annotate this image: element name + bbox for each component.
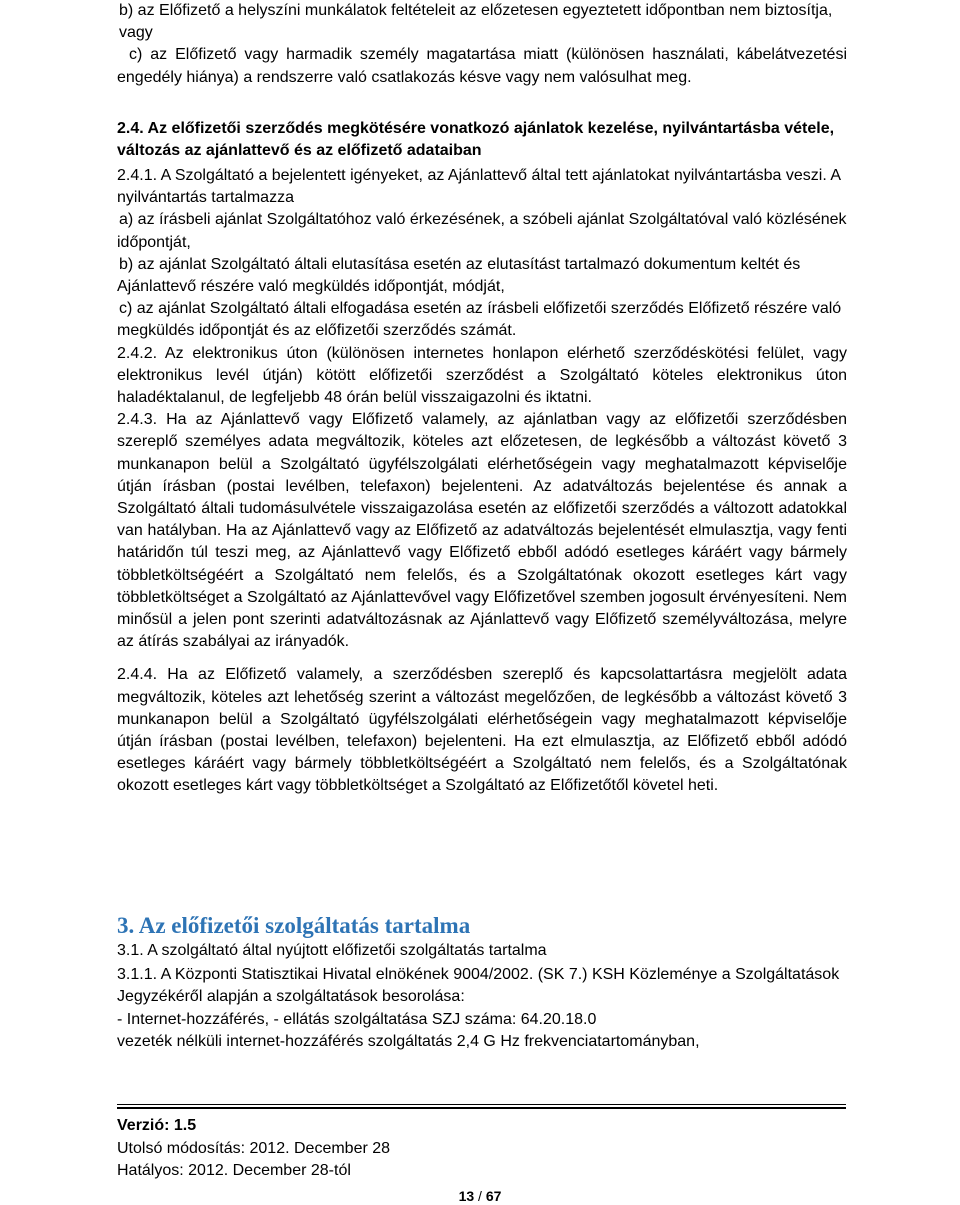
paragraph-3-1-1: 3.1.1. A Központi Statisztikai Hivatal elnökének 9004/2002. (SK 7.) KSH Közleménye a Szolgáltatások Jegyzékéről alapján a szolgáltatások besorolása: [117,966,840,1006]
paragraph-2-4-1-b: b) az ajánlat Szolgáltató általi elutasítása esetén az elutasítást tartalmazó dokumentum keltét és Ajánlattevő részére való megküldés időpontját, módját, [117,255,801,296]
footer-effective: Hatályos: 2012. December 28-tól [117,1162,351,1179]
footer-divider-thick [117,1107,846,1109]
item-c: c) az Előfizető vagy harmadik személy magatartása miatt (különösen használati, kábelátvezetési engedély hiánya) a rendszerre való csatlakozás késve vagy nem valósulhat meg. [117,46,847,86]
paragraph-2-4-3: 2.4.3. Ha az Ajánlattevő vagy Előfizető valamely, az ajánlatban vagy az előfizetői szerződésben szereplő személyes adata megváltozik, köteles azt előzetesen, de legkésőbb a változást követő 3 munkanapon belül a Szolgáltató ügyfélszolgálati elérhetőségein vagy meghatalmazott képviselője útján írásban (postai levélben, telefaxon) bejelenteni. Az adatváltozás bejelentése és annak a Szolgáltató általi tudomásulvétele visszaigazolása esetén az előfizetői szerződés a változott adatokkal van hatályban. Ha az Ajánlattevő vagy az Előfizető az adatváltozás bejelentését elmulasztja, vagy fenti határidőn túl teszi meg, az Ajánlattevő vagy Előfizető ebből adódó esetleges káráért vagy bármely többletköltségéért a Szolgáltató nem felelős, és a Szolgáltatónak okozott esetleges kárt vagy többletköltséget a Szolgáltató az Ajánlattevővel vagy Előfizetővel szemben jogosult érvényesíteni. Nem minősül a jelen pont szerinti adatváltozásnak az Ajánlattevő vagy Előfizető személyváltozása, melyre az átírás szabályai az irányadók. [117,411,847,651]
paragraph-2-4-2: 2.4.2. Az elektronikus úton (különösen internetes honlapon elérhető szerződéskötési felület, vagy elektronikus levél útján) kötött előfizetői szerződést a Szolgáltató köteles elektronikus úton haladéktalanul, de legfeljebb 48 órán belül visszaigazolni és iktatni. [117,344,847,407]
paragraph-3-1: 3.1. A szolgáltató által nyújtott előfizetői szolgáltatás tartalma [117,942,547,959]
page-number [0,1187,960,1205]
page-total: 67 [485,1188,502,1204]
paragraph-2-4-1-a: a) az írásbeli ajánlat Szolgáltatóhoz való érkezésének, a szóbeli ajánlat Szolgáltatóval való közlésének időpontját, [117,211,847,251]
paragraph-3-1-1-service: - Internet-hozzáférés, - ellátás szolgáltatása SZJ száma: 64.20.18.0 [117,1010,597,1028]
footer-version: Verzió: 1.5 [117,1117,197,1134]
footer-divider [117,1104,846,1105]
page-separator: / [474,1188,486,1204]
footer [117,1115,390,1183]
paragraph-2-4-4: 2.4.4. Ha az Előfizető valamely, a szerződésben szereplő és kapcsolattartásra megjelölt adata megváltozik, köteles azt lehetőség szerint a változást megelőzően, de legkésőbb a változást követő 3 munkanapon belül a Szolgáltató ügyfélszolgálati elérhetőségein vagy meghatalmazott képviselője útján írásban (postai levélben, telefaxon) bejelenteni. Ha ezt elmulasztja, az Előfizető ebből adódó esetleges káráért vagy bármely többletköltségéért a Szolgáltató nem felelős, és a Szolgáltatónak okozott esetleges kárt vagy többletköltséget a Szolgáltató az Előfizetőtől követel heti. [117,666,847,795]
footer-modified: Utolsó módosítás: 2012. December 28 [117,1139,391,1157]
paragraph-3-1-1-last: vezeték nélküli internet-hozzáférés szolgáltatás 2,4 G Hz frekvenciatartományban, [117,1032,700,1050]
item-b: b) az Előfizető a helyszíni munkálatok feltételeit az előzetesen egyeztetett időpontban nem biztosítja, vagy [119,2,833,42]
section-heading-2-4: 2.4. Az előfizetői szerződés megkötésére vonatkozó ajánlatok kezelése, nyilvántartásba vétele, változás az ajánlattevő és az előfizető adataiban [117,120,835,160]
page-current: 13 [458,1188,475,1204]
section-heading-3: 3. Az előfizetői szolgáltatás tartalma [117,913,471,938]
paragraph-2-4-1: 2.4.1. A Szolgáltató a bejelentett igényeket, az Ajánlattevő által tett ajánlatokat nyilvántartásba veszi. A nyilvántartás tartalmazza [117,167,841,207]
paragraph-2-4-1-c: c) az ajánlat Szolgáltató általi elfogadása esetén az írásbeli előfizetői szerződés Előfizető részére való megküldés időpontját és az előfizetői szerződés számát. [117,300,842,340]
